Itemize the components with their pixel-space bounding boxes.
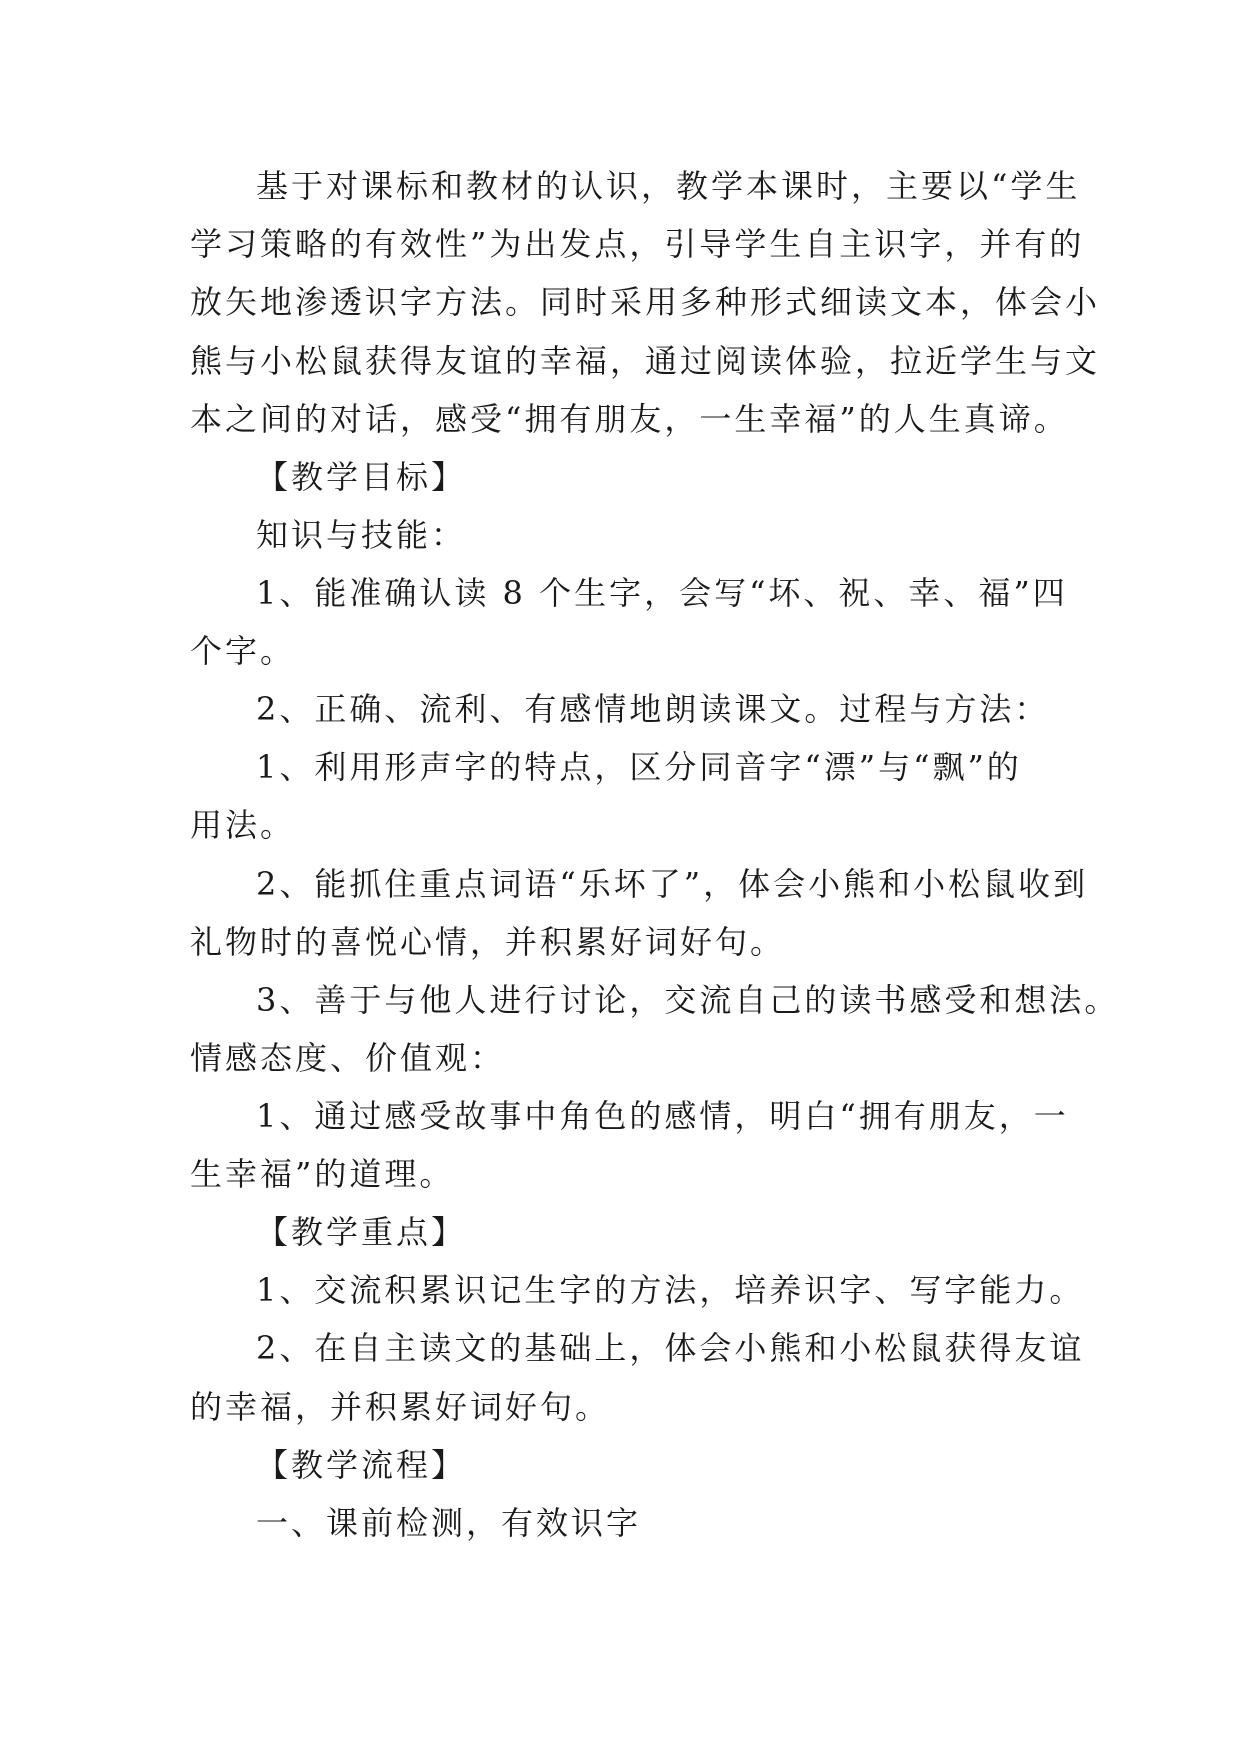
subheading-emotion-values: 情感态度、价值观： xyxy=(190,1039,506,1077)
list-item-continuation: 礼物时的喜悦心情，并积累好词好句。 xyxy=(190,923,786,961)
list-item: 1、通过感受故事中角色的感情，明白“拥有朋友，一 xyxy=(256,1097,1069,1135)
list-item-continuation: 用法。 xyxy=(190,806,296,844)
list-item: 2、在自主读文的基础上，体会小熊和小松鼠获得友谊 xyxy=(256,1329,1085,1367)
paragraph-line: 基于对课标和教材的认识，教学本课时，主要以“学生 xyxy=(256,167,1081,205)
paragraph-line: 本之间的对话，感受“拥有朋友，一生幸福”的人生真谛。 xyxy=(190,400,1069,438)
process-step: 一、课前检测，有效识字 xyxy=(256,1504,642,1542)
list-item-continuation: 个字。 xyxy=(190,632,296,670)
list-item-continuation: 的幸福，并积累好词好句。 xyxy=(190,1388,611,1426)
section-heading-teaching-process: 【教学流程】 xyxy=(256,1446,467,1484)
paragraph-line: 熊与小松鼠获得友谊的幸福，通过阅读体验，拉近学生与文 xyxy=(190,342,1101,380)
paragraph-line: 学习策略的有效性”为出发点，引导学生自主识字，并有的 xyxy=(190,225,1085,263)
list-item: 2、正确、流利、有感情地朗读课文。过程与方法： xyxy=(256,690,1050,728)
list-item: 1、能准确认读 8 个生字，会写“坏、祝、幸、福”四 xyxy=(256,574,1068,612)
section-heading-teaching-goals: 【教学目标】 xyxy=(256,458,467,496)
subheading-knowledge-skills: 知识与技能： xyxy=(256,516,467,554)
list-item: 1、交流积累识记生字的方法，培养识字、写字能力。 xyxy=(256,1271,1085,1309)
list-item: 1、利用形声字的特点，区分同音字“漂”与“飘”的 xyxy=(256,748,1022,786)
list-item-continuation: 生幸福”的道理。 xyxy=(190,1155,455,1193)
section-heading-teaching-focus: 【教学重点】 xyxy=(256,1213,467,1251)
list-item: 2、能抓住重点词语“乐坏了”，体会小熊和小松鼠收到 xyxy=(256,865,1089,903)
list-item: 3、善于与他人进行讨论，交流自己的读书感受和想法。 xyxy=(256,981,1120,1019)
paragraph-line: 放矢地渗透识字方法。同时采用多种形式细读文本，体会小 xyxy=(190,283,1101,321)
